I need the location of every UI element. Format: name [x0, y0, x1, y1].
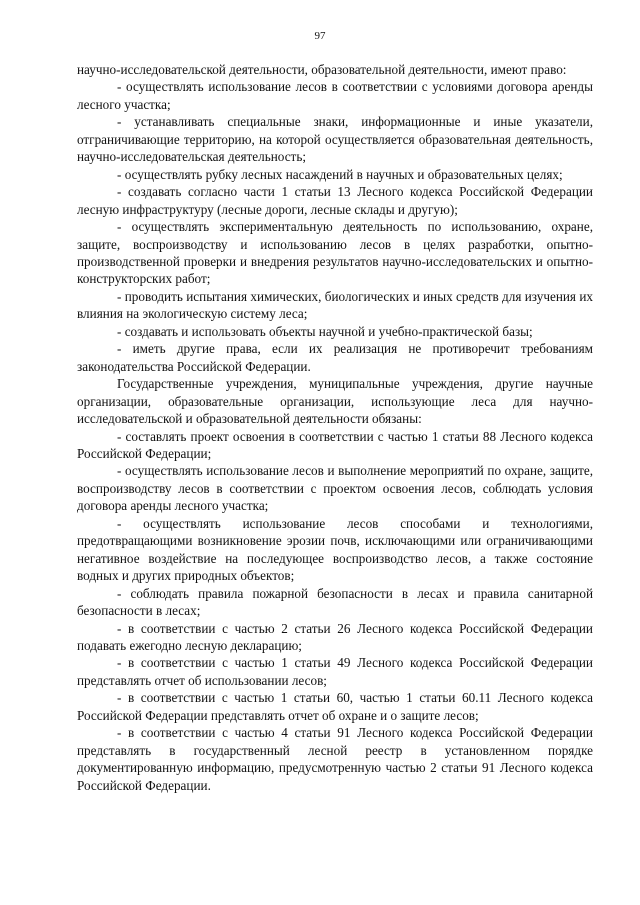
list-item-duty-protection-report: - в соответствии с частью 1 статьи 60, частью 1 статьи 60.11 Лесного кодекса Российской Федерации представлять отчет об охране и о защите лесов; [77, 690, 593, 723]
list-item-right-testing: - проводить испытания химических, биологических и иных средств для изучения их влияния на экологическую систему леса; [77, 288, 593, 322]
list-item-duty-methods: - осуществлять использование лесов способами и технологиями, предотвращающими возникновение эрозии почв, исключающими или ограничивающими негативное воздействие на последующее воспроизводство лесов, а также состояние водных и других природных объектов; [77, 515, 593, 584]
list-item-right-felling: - осуществлять рубку лесных насаждений в научных и образовательных целях; [117, 166, 563, 182]
list-item-right-lease-use: - осуществлять использование лесов в соответствии с условиями договора аренды лесного участка; [77, 79, 593, 112]
list-item-right-other: - иметь другие права, если их реализация не противоречит требованиям законодательства Российской Федерации. [77, 341, 593, 374]
list-item-duty-declaration: - в соответствии с частью 2 статьи 26 Лесного кодекса Российской Федерации подавать ежегодно лесную декларацию; [77, 620, 593, 653]
list-item-duty-measures: - осуществлять использование лесов и выполнение мероприятий по охране, защите, воспроизводству лесов в соответствии с проектом освоения лесов, соблюдать условия договора аренды лесного участка; [77, 463, 593, 514]
list-item-right-experimental: - осуществлять экспериментальную деятельность по использованию, охране, защите, воспроизводству и использованию лесов в целях разработки, опытно-производственной проверки и внедрения результатов научно-исследовательских и опытно-конструкторских работ; [77, 219, 593, 287]
list-item-right-signs: - устанавливать специальные знаки, информационные и иные указатели, отграничивающие территорию, на которой осуществляется образовательная деятельность, научно-исследовательская деятельность; [77, 114, 593, 165]
list-item-right-facilities: - создавать и использовать объекты научной и учебно-практической базы; [117, 323, 533, 339]
paragraph-intro: научно-исследовательской деятельности, образовательной деятельности, имеют право: [77, 62, 567, 77]
list-item-duty-registry: - в соответствии с частью 4 статьи 91 Лесного кодекса Российской Федерации представлять в государственный лесной реестр в установленном порядке документированную информацию, предусмотренную частью 2 статьи 91 Лесного кодекса Российской Федерации. [77, 725, 593, 793]
page-number: 97 [314, 30, 326, 42]
document-body [77, 61, 593, 794]
paragraph-obligations-intro: Государственные учреждения, муниципальные учреждения, другие научные организации, образовательные организации, использующие леса для научно-исследовательской и образовательной деятельности обязаны: [77, 376, 593, 427]
list-item-right-infrastructure: - создавать согласно части 1 статьи 13 Лесного кодекса Российской Федерации лесную инфраструктуру (лесные дороги, лесные склады и другую); [77, 184, 593, 217]
list-item-duty-use-report: - в соответствии с частью 1 статьи 49 Лесного кодекса Российской Федерации представлять отчет об использовании лесов; [77, 655, 593, 688]
list-item-duty-fire-safety: - соблюдать правила пожарной безопасности в лесах и правила санитарной безопасности в лесах; [77, 585, 593, 619]
list-item-duty-project: - составлять проект освоения в соответствии с частью 1 статьи 88 Лесного кодекса Российской Федерации; [77, 428, 593, 461]
